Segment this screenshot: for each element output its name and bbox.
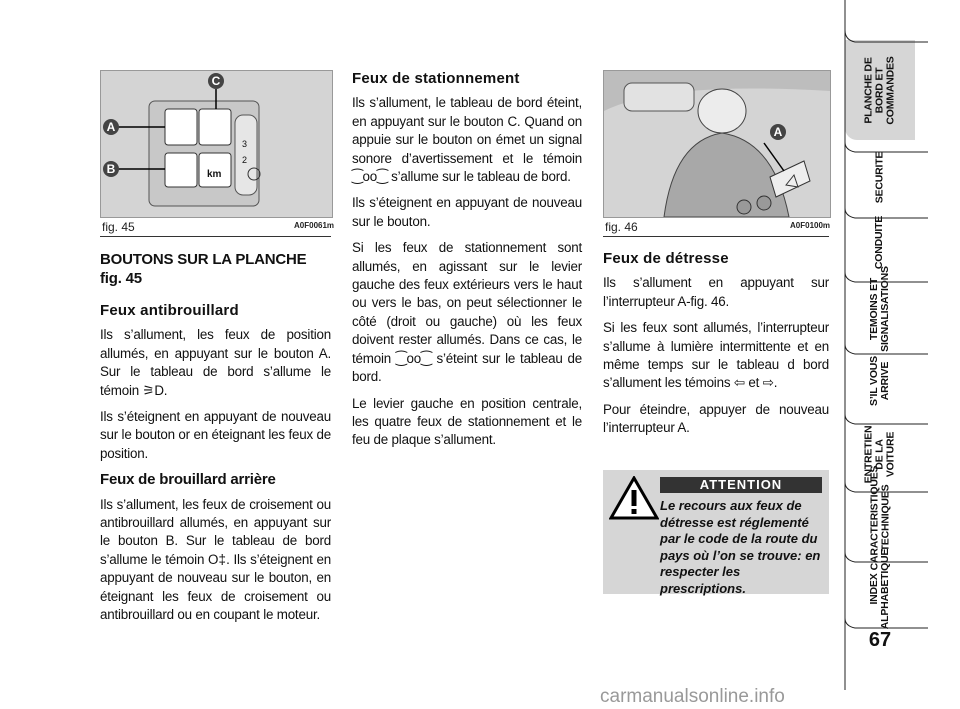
km-label: km: [207, 169, 222, 180]
callout-c: C: [208, 73, 224, 89]
tab-entretien[interactable]: ENTRETIEN DE LA VOITURE: [862, 425, 897, 483]
warning-text: [608, 498, 828, 597]
paragraph: Si les feux de stationnement sont allumés, en agissant sur le levier gauche des feux extérieurs vers le haut ou vers le bas, on peut sélectionner le côté (droit ou gauche) où les feux doivent rester allumés. Dans ce cas, le témoin ⁐oo⁐ s’éteint sur le tableau de bord.: [352, 240, 582, 385]
paragraph: Ils s’allument, les feux de croisement ou antibrouillard allumés, en appuyant sur le bouton B. Sur le tableau de bord s’allume le témoin O‡. Ils s’éteignent en appuyant de nouveau sur le bouton, en éteignant les feux de croisement ou antibrouillard ou en coupant le moteur.: [100, 496, 331, 623]
paragraph: Si les feux sont allumés, l’interrupteur s’allume à lumière intermittente et en même temps sur le tableau d bord s’allument les témoins ⇦ et ⇨.: [603, 320, 829, 391]
figure-45-rule: [100, 236, 331, 237]
figure-46-gearshift-illustration: [603, 70, 831, 218]
figure-45-caption: fig. 45: [102, 220, 135, 234]
paragraph: Ils s’éteignent en appuyant de nouveau sur le bouton or en éteignant les feux de position.: [100, 409, 331, 461]
tab-divider-lines: [840, 0, 960, 709]
tab-sil-vous-arrive[interactable]: S’IL VOUS ARRIVE: [868, 356, 891, 406]
watermark: carmanualsonline.info: [600, 686, 785, 707]
tab-securite[interactable]: SECURITE: [873, 151, 886, 203]
heading-feux-antibrouillard: Feux antibrouillard: [100, 302, 239, 319]
warning-label: ATTENTION: [660, 477, 822, 493]
figure-45-buttons-illustration: [100, 70, 333, 218]
paragraph: Le levier gauche en position centrale, les quatre feux de stationnement et le feu de plaque s’allument.: [352, 395, 582, 448]
callout-a: A: [770, 124, 786, 140]
paragraph: Pour éteindre, appuyer de nouveau l’interrupteur A.: [603, 401, 829, 436]
column-1: [100, 250, 331, 633]
gearshift-drawing: [604, 71, 830, 217]
figure-46-rule: [603, 236, 829, 237]
figure-46-code: A0F0100m: [790, 221, 831, 230]
heading-feux-brouillard-arriere: Feux de brouillard arrière: [100, 471, 276, 489]
position-2-label: 2: [242, 155, 248, 165]
column-3: [603, 250, 829, 446]
paragraph: Ils s’allument en appuyant sur l’interrupteur A-fig. 46.: [603, 275, 829, 309]
heading-feux-detresse: Feux de détresse: [603, 250, 729, 267]
paragraph: Ils s’éteignent en appuyant de nouveau sur le bouton.: [352, 195, 582, 229]
dashboard-buttons-drawing: [101, 71, 332, 217]
figure-45-code: A0F0061m: [294, 221, 335, 230]
paragraph: Ils s’allument, les feux de position allumés, en appuyant sur le bouton A. Sur le tableau de bord s’allume le témoin ⚞D.: [100, 327, 331, 398]
tab-caracteristiques[interactable]: CARACTERISTIQUES TECHNIQUES: [868, 465, 892, 571]
callout-b: B: [103, 161, 119, 177]
tab-planche-de-bord[interactable]: PLANCHE DE BORD ET COMMANDES: [845, 40, 915, 140]
position-3-label: 3: [242, 139, 248, 149]
paragraph: Ils s’allument, le tableau de bord éteint, en appuyant sur le bouton C. Quand on appuie sur le bouton on émet un signal sonore d’avertissement et le témoin ⁐oo⁐ s’allume sur le tableau de bord.: [352, 95, 582, 185]
heading-feux-stationnement: Feux de stationnement: [352, 70, 520, 87]
tab-index[interactable]: INDEX ALPHABETIQUE: [868, 548, 891, 630]
tab-conduite[interactable]: CONDUITE: [873, 215, 886, 269]
tab-temoins[interactable]: TEMOINS ET SIGNALISATIONS: [868, 266, 891, 352]
section-title: BOUTONS SUR LA PLANCHE fig. 45: [100, 251, 307, 287]
column-2: [352, 70, 582, 458]
callout-a: A: [103, 119, 119, 135]
figure-46-caption: fig. 46: [605, 220, 638, 234]
warning-text-body: Le recours aux feux de détresse est réglementé par le code de la route du pays où l’on se trouve: en respecter les prescriptions.: [660, 498, 821, 596]
page-number: 67: [868, 629, 892, 651]
